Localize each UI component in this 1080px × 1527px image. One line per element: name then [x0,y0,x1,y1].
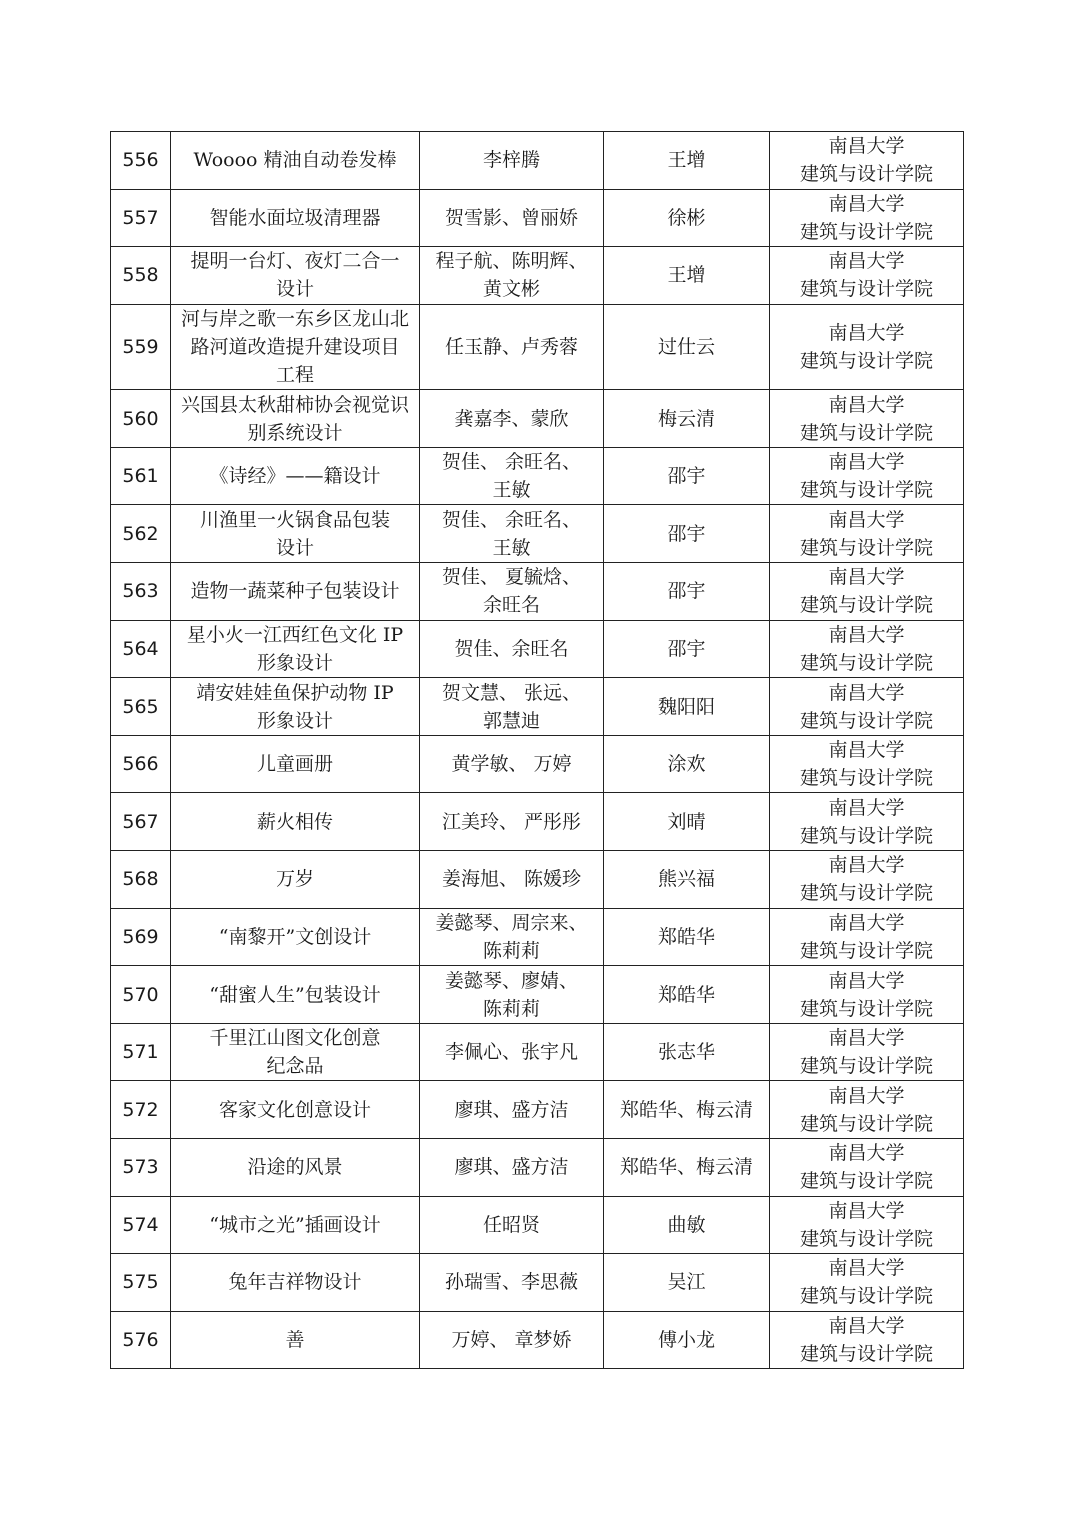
row-number-cell: 569 [111,908,171,966]
work-title-cell [171,851,420,909]
organization-line: 建筑与设计学院 [799,350,933,373]
organization-line: 南昌大学 [828,911,905,934]
work-title-line: 万岁 [275,868,314,891]
advisor-cell: 邵宇 [604,563,770,621]
authors-line: 陈莉莉 [482,997,540,1020]
authors-cell [420,1023,604,1081]
organization-cell [770,1081,964,1139]
organization-line: 南昌大学 [828,739,905,762]
organization-cell [770,390,964,448]
work-title-line: 形象设计 [256,651,333,674]
advisor-cell: 曲敏 [604,1196,770,1254]
organization-line: 建筑与设计学院 [799,882,933,905]
authors-line: 贺文慧、 张远、 [441,681,582,704]
authors-cell [420,1081,604,1139]
row-number-cell: 576 [111,1311,171,1369]
work-title-line: 《诗经》——籍设计 [209,465,381,488]
organization-line: 南昌大学 [828,854,905,877]
authors-line: 李佩心、张宇凡 [444,1041,578,1064]
authors-line: 龚嘉李、蒙欣 [454,407,569,430]
organization-line: 建筑与设计学院 [799,767,933,790]
row-number-cell: 558 [111,247,171,305]
authors-line: 孙瑞雪、李思薇 [444,1271,578,1294]
organization-line: 南昌大学 [828,1142,905,1165]
advisor-cell: 徐彬 [604,189,770,247]
organization-line: 南昌大学 [828,796,905,819]
advisor-cell: 郑皓华 [604,966,770,1024]
work-title-cell [171,1311,420,1369]
advisor-cell: 吴江 [604,1254,770,1312]
authors-line: 廖琪、盛方洁 [454,1098,569,1121]
advisor-cell: 王增 [604,247,770,305]
work-title-cell [171,1254,420,1312]
table-row [111,563,964,621]
row-number-cell: 561 [111,447,171,505]
authors-cell [420,1139,604,1197]
advisor-cell: 傅小龙 [604,1311,770,1369]
authors-cell [420,793,604,851]
organization-line: 南昌大学 [828,322,905,345]
table-row [111,793,964,851]
table-row [111,132,964,190]
organization-cell [770,132,964,190]
table-row [111,1081,964,1139]
table-row [111,1196,964,1254]
table-row [111,189,964,247]
authors-line: 程子航、陈明辉、 [435,250,588,273]
work-title-cell [171,1196,420,1254]
work-title-line: 兴国县太秋甜柿协会视觉识 [180,393,409,416]
advisor-cell: 熊兴福 [604,851,770,909]
work-title-cell [171,563,420,621]
authors-line: 江美玲、 严彤彤 [441,810,582,833]
work-title-line: 星小火一江西红色文化 IP [186,623,404,646]
table-row [111,966,964,1024]
organization-line: 建筑与设计学院 [799,1170,933,1193]
row-number-cell: 562 [111,505,171,563]
work-title-line: 造物一蔬菜种子包装设计 [190,580,400,603]
authors-line: 任昭贤 [482,1213,540,1236]
row-number-cell: 559 [111,304,171,390]
advisor-cell: 郑皓华、梅云清 [604,1139,770,1197]
organization-cell [770,247,964,305]
row-number-cell: 564 [111,620,171,678]
organization-line: 南昌大学 [828,1027,905,1050]
work-title-line: 路河道改造提升建设项目 [190,336,400,359]
table-row [111,908,964,966]
table-row [111,247,964,305]
advisor-cell: 过仕云 [604,304,770,390]
row-number-cell: 568 [111,851,171,909]
organization-line: 建筑与设计学院 [799,479,933,502]
work-title-cell [171,793,420,851]
organization-line: 南昌大学 [828,1199,905,1222]
row-number-cell: 573 [111,1139,171,1197]
work-title-line: 别系统设计 [247,421,343,444]
organization-cell [770,304,964,390]
table-row [111,1311,964,1369]
organization-cell [770,1254,964,1312]
authors-line: 廖琪、盛方洁 [454,1156,569,1179]
advisor-cell: 郑皓华、梅云清 [604,1081,770,1139]
authors-cell [420,563,604,621]
organization-cell [770,851,964,909]
row-number-cell: 556 [111,132,171,190]
organization-line: 南昌大学 [828,1315,905,1338]
authors-cell [420,735,604,793]
work-title-line: “南黎开”文创设计 [218,925,372,948]
work-title-cell [171,678,420,736]
work-title-line: 工程 [275,364,314,387]
authors-cell [420,132,604,190]
work-title-line: 形象设计 [256,709,333,732]
organization-cell [770,505,964,563]
organization-line: 建筑与设计学院 [799,997,933,1020]
authors-cell [420,851,604,909]
work-title-line: 靖安娃娃鱼保护动物 IP [196,681,394,704]
work-title-line: 设计 [275,278,314,301]
advisor-cell: 邵宇 [604,505,770,563]
authors-cell [420,189,604,247]
organization-line: 南昌大学 [828,135,905,158]
organization-line: 建筑与设计学院 [799,1285,933,1308]
advisor-cell: 王增 [604,132,770,190]
organization-line: 建筑与设计学院 [799,1227,933,1250]
authors-line: 姜海旭、 陈媛珍 [441,868,582,891]
authors-cell [420,678,604,736]
advisor-cell: 涂欢 [604,735,770,793]
advisor-cell: 郑皓华 [604,908,770,966]
work-title-line: 薪火相传 [256,810,333,833]
table-row [111,390,964,448]
work-title-line: 善 [285,1329,305,1352]
row-number-cell: 570 [111,966,171,1024]
authors-line: 任玉静、卢秀蓉 [444,336,578,359]
work-title-cell [171,247,420,305]
organization-line: 建筑与设计学院 [799,709,933,732]
organization-line: 南昌大学 [828,192,905,215]
organization-line: 建筑与设计学院 [799,220,933,243]
work-title-cell [171,1081,420,1139]
row-number-cell: 557 [111,189,171,247]
organization-cell [770,793,964,851]
advisor-cell: 刘晴 [604,793,770,851]
work-title-cell [171,735,420,793]
authors-line: 李梓腾 [482,149,540,172]
award-table [110,131,964,1369]
table-row [111,1139,964,1197]
authors-line: 余旺名 [482,594,540,617]
organization-line: 南昌大学 [828,681,905,704]
organization-cell [770,966,964,1024]
organization-cell [770,189,964,247]
table-row [111,851,964,909]
authors-line: 黄文彬 [482,278,540,301]
row-number-cell: 572 [111,1081,171,1139]
work-title-line: 设计 [275,536,314,559]
authors-line: 王敏 [492,536,531,559]
work-title-cell [171,1139,420,1197]
advisor-cell: 张志华 [604,1023,770,1081]
row-number-cell: 563 [111,563,171,621]
table-row [111,620,964,678]
work-title-line: 川渔里一火锅食品包装 [199,508,390,531]
row-number-cell: 575 [111,1254,171,1312]
organization-cell [770,908,964,966]
organization-line: 南昌大学 [828,969,905,992]
table-row [111,1023,964,1081]
work-title-line: 兔年吉祥物设计 [228,1271,362,1294]
row-number-cell: 567 [111,793,171,851]
work-title-line: “甜蜜人生”包装设计 [209,983,381,1006]
organization-cell [770,1196,964,1254]
authors-line: 万婷、 章梦娇 [451,1329,572,1352]
authors-cell [420,505,604,563]
work-title-line: 智能水面垃圾清理器 [209,206,381,229]
authors-cell [420,304,604,390]
organization-line: 南昌大学 [828,393,905,416]
table-body [111,132,964,1369]
authors-line: 姜懿琴、廖婧、 [444,969,578,992]
organization-line: 建筑与设计学院 [799,1343,933,1366]
organization-line: 南昌大学 [828,451,905,474]
authors-cell [420,966,604,1024]
organization-cell [770,1311,964,1369]
work-title-line: 儿童画册 [256,753,333,776]
organization-line: 建筑与设计学院 [799,651,933,674]
work-title-cell [171,1023,420,1081]
work-title-cell [171,132,420,190]
authors-line: 王敏 [492,479,531,502]
advisor-cell: 魏阳阳 [604,678,770,736]
row-number-cell: 574 [111,1196,171,1254]
organization-cell [770,735,964,793]
table-row [111,678,964,736]
advisor-cell: 邵宇 [604,447,770,505]
table-row [111,735,964,793]
organization-line: 南昌大学 [828,250,905,273]
organization-cell [770,620,964,678]
work-title-cell [171,966,420,1024]
organization-line: 建筑与设计学院 [799,594,933,617]
organization-line: 南昌大学 [828,508,905,531]
organization-line: 南昌大学 [828,566,905,589]
table-row [111,1254,964,1312]
work-title-cell [171,304,420,390]
authors-line: 郭慧迪 [482,709,540,732]
authors-line: 贺佳、余旺名 [454,637,569,660]
organization-line: 南昌大学 [828,623,905,646]
organization-line: 建筑与设计学院 [799,278,933,301]
advisor-cell: 梅云清 [604,390,770,448]
organization-line: 建筑与设计学院 [799,939,933,962]
organization-cell [770,1023,964,1081]
work-title-cell [171,189,420,247]
authors-cell [420,620,604,678]
organization-line: 南昌大学 [828,1257,905,1280]
work-title-line: “城市之光”插画设计 [209,1213,381,1236]
work-title-line: Woooo 精油自动卷发棒 [193,149,397,172]
work-title-cell [171,505,420,563]
authors-line: 贺佳、 余旺名、 [441,451,582,474]
table-row [111,304,964,390]
authors-cell [420,1311,604,1369]
row-number-cell: 566 [111,735,171,793]
organization-line: 建筑与设计学院 [799,1112,933,1135]
organization-line: 建筑与设计学院 [799,536,933,559]
table-row [111,505,964,563]
authors-cell [420,390,604,448]
authors-cell [420,447,604,505]
work-title-line: 千里江山图文化创意 [209,1027,381,1050]
organization-line: 建筑与设计学院 [799,824,933,847]
work-title-cell [171,390,420,448]
authors-line: 贺雪影、曾丽娇 [444,206,578,229]
row-number-cell: 560 [111,390,171,448]
organization-cell [770,678,964,736]
work-title-cell [171,447,420,505]
advisor-cell: 邵宇 [604,620,770,678]
work-title-line: 提明一台灯、夜灯二合一 [190,250,400,273]
authors-line: 姜懿琴、周宗来、 [435,911,588,934]
authors-line: 贺佳、 夏毓焓、 [441,566,582,589]
organization-line: 南昌大学 [828,1084,905,1107]
organization-line: 建筑与设计学院 [799,163,933,186]
authors-line: 贺佳、 余旺名、 [441,508,582,531]
work-title-line: 客家文化创意设计 [218,1098,371,1121]
organization-cell [770,563,964,621]
work-title-cell [171,908,420,966]
authors-cell [420,247,604,305]
row-number-cell: 565 [111,678,171,736]
authors-cell [420,1254,604,1312]
organization-cell [770,447,964,505]
authors-line: 陈莉莉 [482,939,540,962]
work-title-line: 纪念品 [266,1055,324,1078]
work-title-line: 沿途的风景 [247,1156,343,1179]
authors-cell [420,908,604,966]
authors-cell [420,1196,604,1254]
organization-line: 建筑与设计学院 [799,421,933,444]
work-title-line: 河与岸之歌一东乡区龙山北 [180,308,409,331]
authors-line: 黄学敏、 万婷 [451,753,572,776]
table-row [111,447,964,505]
work-title-cell [171,620,420,678]
row-number-cell: 571 [111,1023,171,1081]
organization-line: 建筑与设计学院 [799,1055,933,1078]
organization-cell [770,1139,964,1197]
